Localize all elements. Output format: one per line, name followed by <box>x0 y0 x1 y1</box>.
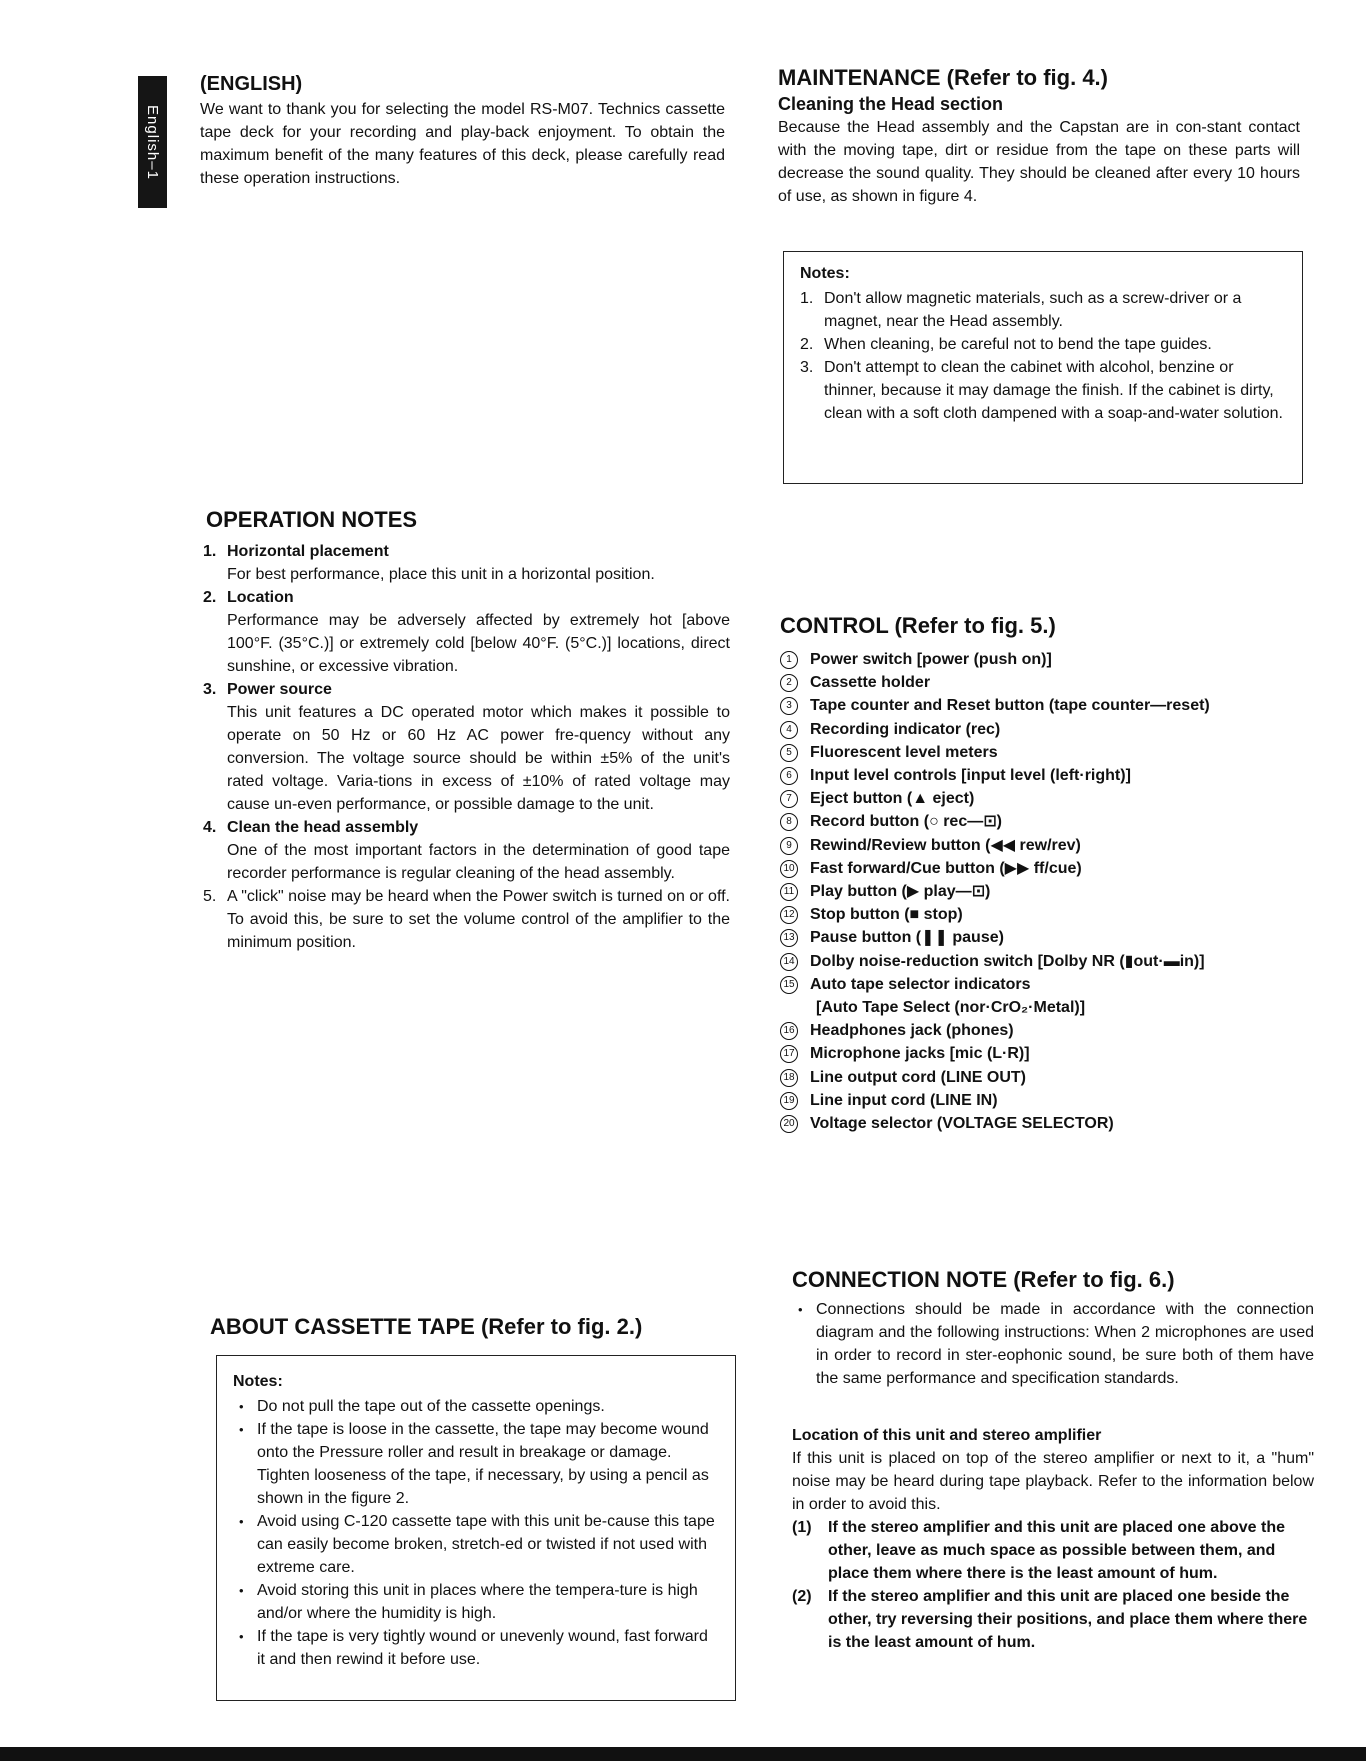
location-title: Location of this unit and stereo amplifier <box>792 1427 1102 1444</box>
list-item: 10 Fast forward/Cue button (▶▶ ff/cue) <box>780 857 1300 880</box>
maintenance-heading: MAINTENANCE (Refer to fig. 4.) <box>778 65 1108 90</box>
intro-text: We want to thank you for selecting the model RS-M07. Technics cassette tape deck for your recording and play-back enjoyment. To obtain the maximum benefit of the many features of this deck, please carefully read these operation instructions. <box>200 101 725 187</box>
list-item: 17 Microphone jacks [mic (L·R)] <box>780 1042 1300 1065</box>
maintenance-notes-box <box>783 251 1303 484</box>
list-item: 3 Tape counter and Reset button (tape counter—reset) <box>780 694 1300 717</box>
list-item: 4. Clean the head assembly One of the most important factors in the determination of good tape recorder performance is regular cleaning of the head assembly. <box>203 819 730 882</box>
list-item: (2) If the stereo amplifier and this unit are placed one beside the other, try reversing their positions, and place them where there is the least amount of hum. <box>792 1588 1308 1651</box>
list-item: 1 Power switch [power (push on)] <box>780 648 1300 671</box>
cassette-section <box>210 1313 740 1341</box>
list-item: 2 Cassette holder <box>780 671 1300 694</box>
cassette-notes-box <box>216 1355 736 1701</box>
bottom-border <box>0 1747 1366 1761</box>
list-item: • Avoid storing this unit in places where the tempera-ture is high and/or where the humidity is high. <box>233 1579 719 1625</box>
operation-list <box>203 540 730 954</box>
list-item: 13 Pause button (❚❚ pause) <box>780 926 1300 949</box>
list-item: 12 Stop button (■ stop) <box>780 903 1300 926</box>
connection-bullets <box>792 1298 1314 1390</box>
list-item: 1. Horizontal placement For best performance, place this unit in a horizontal position. <box>203 543 655 583</box>
list-item: 7 Eject button (▲ eject) <box>780 787 1300 810</box>
list-item: 18 Line output cord (LINE OUT) <box>780 1066 1300 1089</box>
list-item: • If the tape is very tightly wound or unevenly wound, fast forward it and then rewind it before use. <box>233 1625 719 1671</box>
intro-section <box>200 72 725 190</box>
list-item: • Connections should be made in accordance with the connection diagram and the following instructions: When 2 microphones are used in order to record in ster-eophonic sound, be sure both of them have the same performance and specification standards. <box>792 1298 1314 1390</box>
maintenance-section <box>778 64 1300 208</box>
list-item: 19 Line input cord (LINE IN) <box>780 1089 1300 1112</box>
list-item: 3. Don't attempt to clean the cabinet with alcohol, benzine or thinner, because it may damage the finish. If the cabinet is dirty, clean with a soft cloth dampened with a soap-and-water solution. <box>800 359 1283 422</box>
list-item: 3. Power source This unit features a DC operated motor which makes it possible to operate on 50 Hz or 60 Hz AC power fre-quency without any conversion. The voltage source should be within ±5% of the unit's rated voltage. Varia-tions in excess of ±10% of rated voltage may cause un-even performance, or possible damage to the unit. <box>203 681 730 813</box>
cassette-heading: ABOUT CASSETTE TAPE (Refer to fig. 2.) <box>210 1314 643 1339</box>
list-item: 8 Record button (○ rec—⊡) <box>780 810 1300 833</box>
list-item: 15 Auto tape selector indicators [Auto Tape Select (nor·CrO₂·Metal)] <box>780 973 1300 1019</box>
control-list <box>780 648 1300 1135</box>
list-item: 9 Rewind/Review button (◀◀ rew/rev) <box>780 834 1300 857</box>
list-item: 1. Don't allow magnetic materials, such as a screw-driver or a magnet, near the Head assembly. <box>800 290 1242 330</box>
list-item: 5 Fluorescent level meters <box>780 741 1300 764</box>
list-item: • Do not pull the tape out of the cassette openings. <box>233 1395 719 1418</box>
location-text: If this unit is placed on top of the stereo amplifier or next to it, a "hum" noise may be heard during tape playback. Refer to the information below in order to avoid this. <box>792 1450 1314 1513</box>
list-item: 14 Dolby noise-reduction switch [Dolby NR (▮out·▬in)] <box>780 950 1300 973</box>
list-item: 11 Play button (▶ play—⊡) <box>780 880 1300 903</box>
operation-section <box>203 506 730 954</box>
connection-section <box>792 1266 1314 1654</box>
list-item: 2. When cleaning, be careful not to bend the tape guides. <box>800 336 1212 353</box>
list-item: 20 Voltage selector (VOLTAGE SELECTOR) <box>780 1112 1300 1135</box>
connection-heading: CONNECTION NOTE (Refer to fig. 6.) <box>792 1267 1175 1292</box>
list-item: 2. Location Performance may be adversely affected by extremely hot [above 100°F. (35°C.)] or extremely cold [below 40°F. (5°C.)] locations, direct sunshine, or excessive vibration. <box>203 589 730 675</box>
maintenance-notes-title: Notes: <box>800 265 850 282</box>
maintenance-subheading: Cleaning the Head section <box>778 94 1004 114</box>
list-item: • Avoid using C-120 cassette tape with this unit be-cause this tape can easily become broken, stretch-ed or twisted if not used with extreme care. <box>233 1510 719 1579</box>
cassette-notes-title: Notes: <box>233 1373 283 1390</box>
location-list <box>792 1516 1314 1654</box>
control-heading: CONTROL (Refer to fig. 5.) <box>780 613 1056 638</box>
list-item: • If the tape is loose in the cassette, the tape may become wound onto the Pressure roller and result in breakage or damage. Tighten looseness of the tape, if necessary, by using a pencil as shown in the figure 2. <box>233 1418 719 1510</box>
list-item: (1) If the stereo amplifier and this unit are placed one above the other, leave as much space as possible between them, and place them where there is the least amount of hum. <box>792 1519 1285 1582</box>
cassette-notes-list <box>233 1395 719 1671</box>
control-section <box>780 612 1300 1135</box>
list-item: 5. A "click" noise may be heard when the Power switch is turned on or off. To avoid this, be sure to set the volume control of the amplifier to the minimum position. <box>203 888 730 951</box>
maintenance-notes-list <box>800 287 1284 425</box>
list-item: 6 Input level controls [input level (left·right)] <box>780 764 1300 787</box>
language-tab <box>138 76 167 208</box>
operation-heading: OPERATION NOTES <box>206 507 418 532</box>
list-item: 16 Headphones jack (phones) <box>780 1019 1300 1042</box>
maintenance-text: Because the Head assembly and the Capstan are in con-stant contact with the moving tape, dirt or residue from the tape on these parts will decrease the sound quality. They should be cleaned after every 10 hours of use, as shown in figure 4. <box>778 119 1300 205</box>
language-tab-label: English–1 <box>144 104 162 180</box>
intro-heading: (ENGLISH) <box>200 73 303 95</box>
list-item: 4 Recording indicator (rec) <box>780 718 1300 741</box>
